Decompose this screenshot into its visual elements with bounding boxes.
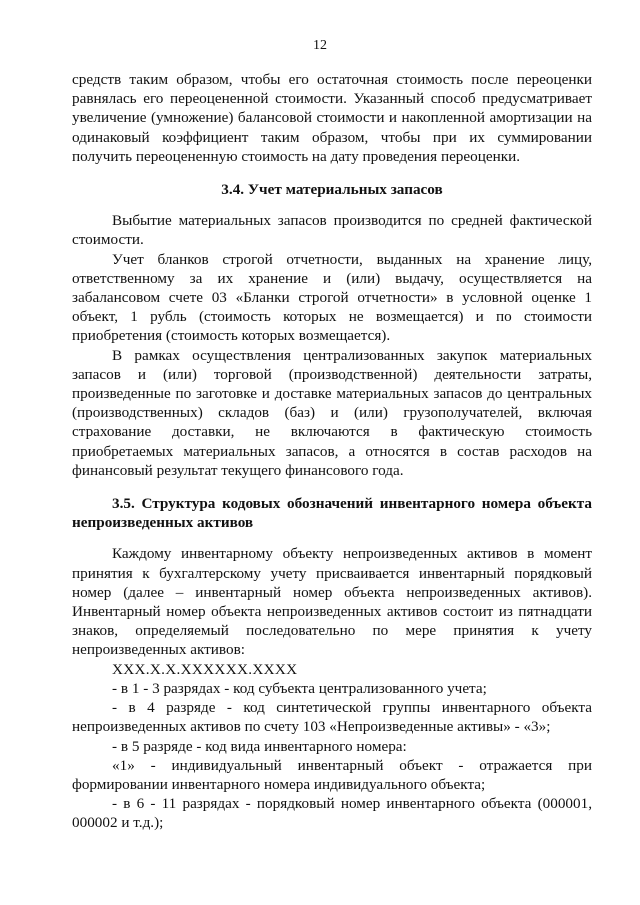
list-item: - в 4 разряде - код синтетической группы инвентарного объекта непроизведенных активов по счету 103 «Непроизведенные активы» - «3»;: [72, 699, 592, 736]
list-item: - в 6 - 11 разрядах - порядковый номер инвентарного объекта (000001, 000002 и т.д.);: [72, 795, 592, 832]
inventory-code-format: ХХХ.Х.Х.ХХХХХХ.ХХХХ: [112, 660, 298, 678]
list-item: - в 5 разряде - код вида инвентарного номера:: [112, 737, 407, 755]
list-item: - в 1 - 3 разрядах - код субъекта централизованного учета;: [112, 679, 487, 697]
page-content: [72, 70, 592, 833]
page-number: 12: [313, 38, 327, 53]
section-3-4-heading: 3.4. Учет материальных запасов: [221, 181, 443, 199]
intro-paragraph: средств таким образом, чтобы его остаточная стоимость после переоценки равнялась его переоцененной стоимости. Указанный способ предусматривает увеличение (умножение) балансовой стоимости и накопленной амортизации на одинаковый коэффициент таким образом, чтобы при их суммировании получить переоцененную стоимость на дату проведения переоценки.: [72, 71, 592, 165]
section-3-4-paragraph-3: В рамках осуществления централизованных закупок материальных запасов и (или) торговой (производственной) деятельности затраты, произведенные по заготовке и доставке материальных запасов до центральных (производственных) складов (баз) и (или) грузополучателей, включая страхование доставки, не включаются в фактическую стоимость приобретаемых материальных запасов, а относятся в состав расходов на финансовый результат текущего финансового года.: [72, 346, 592, 479]
section-3-4-paragraph-1: Выбытие материальных запасов производится по средней фактической стоимости.: [72, 212, 592, 249]
list-item: «1» - индивидуальный инвентарный объект - отражается при формировании инвентарного номера индивидуального объекта;: [72, 756, 592, 793]
section-3-5-heading: 3.5. Структура кодовых обозначений инвентарного номера объекта непроизведенных активов: [72, 495, 592, 532]
section-3-4-paragraph-2: Учет бланков строгой отчетности, выданных на хранение лицу, ответственному за их хранение и (или) выдачу, осуществляется на забалансовом счете 03 «Бланки строгой отчетности» в условной оценке 1 объект, 1 рубль (стоимость которых не возмещается) и по стоимости приобретения (стоимость которых возмещается).: [72, 250, 592, 345]
section-3-5-paragraph-1: Каждому инвентарному объекту непроизведенных активов в момент принятия к бухгалтерскому учету присваивается инвентарный порядковый номер (далее – инвентарный номер объекта непроизведенных активов). Инвентарный номер объекта непроизведенных активов состоит из пятнадцати знаков, определяемый последовательно по мере принятия к учету непроизведенных активов:: [72, 545, 592, 659]
